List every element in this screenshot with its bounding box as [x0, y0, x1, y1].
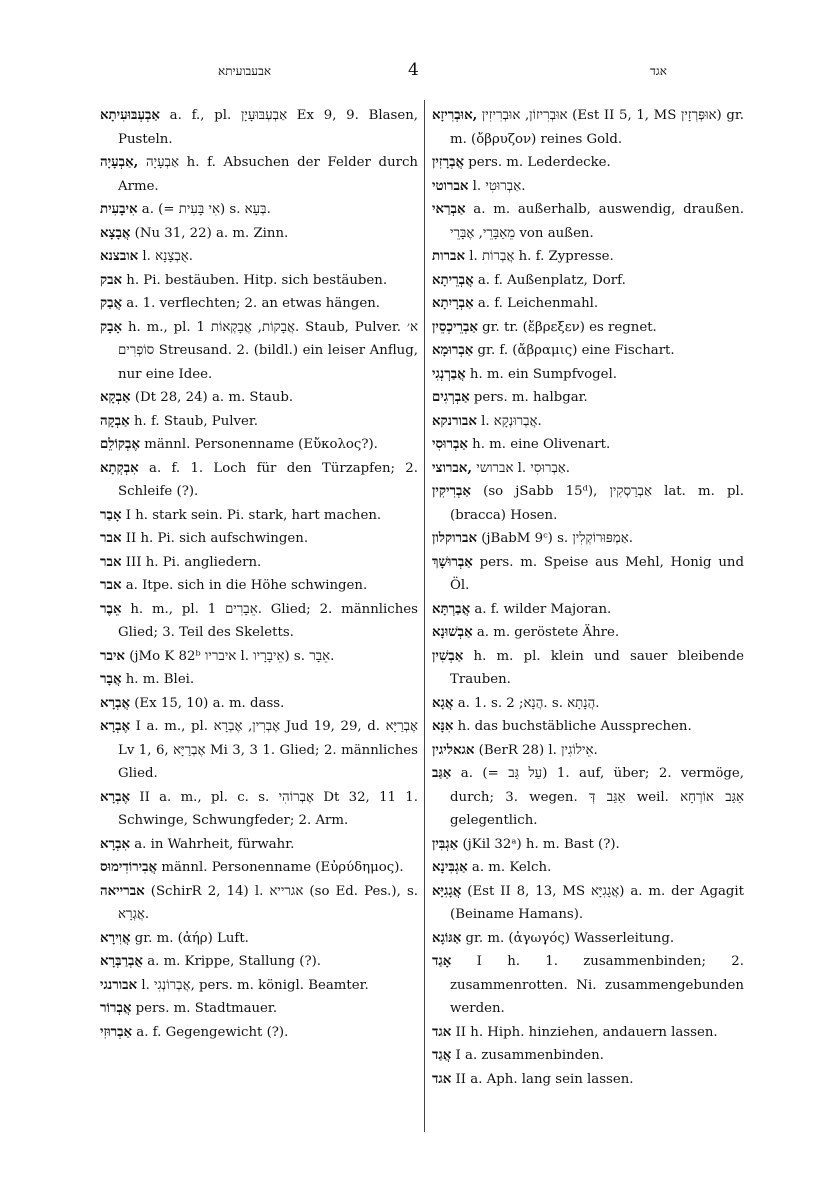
entry-headword: אבר — [100, 578, 122, 593]
entry-definition: I h. 1. zusammenbinden; 2. zusammenrotten. Ni. zusammengebunden werden. — [450, 954, 744, 1016]
entry-definition: (Est II 8, 13, MS אֲגָגִיָּא) a. m. der Agagit (Beiname Hamans). — [450, 883, 744, 922]
dictionary-entry — [100, 880, 418, 927]
entry-headword: אבק — [100, 272, 123, 288]
dictionary-entry — [100, 316, 418, 387]
entry-headword: אֶבְרָא — [100, 789, 131, 805]
entry-headword: אִיבָעִית — [100, 202, 138, 217]
entry-headword: אַבְרִיקִין — [432, 484, 471, 499]
dictionary-entry — [100, 974, 418, 998]
entry-definition: h. m., pl. אֵבָרִים 1. Glied; 2. männliches Glied; 3. Teil des Skeletts. — [118, 601, 418, 640]
entry-headword: איבר — [100, 648, 125, 664]
dictionary-entry — [432, 433, 744, 457]
entry-headword: אַגַּב — [432, 766, 452, 781]
dictionary-entry — [432, 198, 744, 245]
dictionary-entry — [100, 198, 418, 222]
dictionary-entry — [100, 551, 418, 575]
dictionary-entry — [100, 504, 418, 528]
dictionary-entry — [100, 527, 418, 551]
entry-headword: אָגַד — [432, 954, 452, 969]
entry-headword: אִבְרָא — [100, 836, 131, 852]
dictionary-entry — [432, 692, 744, 716]
entry-definition: II h. Hiph. hinziehen, andauern lassen. — [451, 1024, 718, 1040]
dictionary-entry — [432, 1021, 744, 1045]
entry-headword: אֲבָר — [100, 672, 122, 687]
entry-definition: h. m. eine Olivenart. — [467, 437, 611, 452]
entry-headword: אבר — [100, 531, 122, 546]
right-column — [432, 104, 744, 1091]
entry-definition: אוּבְרִיזוֹן, אוּבְרִיזִין (Est II 5, 1, MS אוּפְּרְזָין) gr. m. (ὄβρυζον) reines Gold. — [450, 108, 744, 147]
entry-definition: II h. Pi. sich aufschwingen. — [121, 531, 309, 546]
entry-definition: (jKil 32ᵃ) h. m. Bast (?). — [458, 836, 620, 852]
entry-headword: אָבָק — [100, 319, 123, 335]
entry-definition: I a. m., pl. אֶבְרִין, אֶבְרָא Jud 19, 29, d. אֶבְרַיָּא Lv 1, 6, אֶבְרַיָּא Mi 3, 3 1. Glied; 2. männliches Glied. — [118, 719, 419, 781]
dictionary-entry — [432, 363, 744, 387]
entry-definition: אברושי l. אַבְרוּסִי. — [471, 460, 570, 476]
entry-headword: אַבְקָה — [100, 413, 130, 429]
entry-headword: אגד — [432, 1024, 452, 1040]
dictionary-entry — [432, 151, 744, 175]
entry-definition: l. אֲבְרוֹנְגִי, pers. m. königl. Beamter. — [137, 977, 369, 993]
column-divider — [424, 100, 425, 1132]
dictionary-entry — [100, 292, 418, 316]
dictionary-entry — [432, 950, 744, 1021]
entry-definition: a. f. wilder Majoran. — [470, 601, 612, 617]
entry-headword: אִבְקְתָא — [100, 460, 139, 476]
dictionary-entry — [100, 856, 418, 880]
entry-definition: (SchirR 2, 14) l. אגרייא (so Ed. Pes.), s. אֲגְרָא. — [118, 883, 418, 922]
dictionary-entry — [432, 245, 744, 269]
entry-headword: אֲבְרָזִין — [432, 155, 465, 170]
entry-definition: h. m. ein Sumpfvogel. — [465, 366, 617, 382]
entry-definition: a. f. Außenplatz, Dorf. — [473, 272, 626, 288]
entry-headword: אֶבְקוֹלֵם — [100, 437, 140, 452]
entry-headword: אברוצי, — [432, 460, 472, 476]
entry-definition: a. f. Leichenmahl. — [473, 296, 599, 311]
entry-definition: a. 1. s. הֲנָא; 2. s. הֲנָתָא. — [453, 695, 600, 711]
entry-definition: l. אַבְרוּטִי. — [468, 178, 526, 194]
entry-headword: אַבְעָיָה, — [100, 155, 139, 170]
entry-definition: a. m. Krippe, Stallung (?). — [142, 954, 322, 969]
entry-headword: אַבְעְבּוּעִיתָא — [100, 108, 160, 123]
entry-headword: אֲבַרְתָּא — [432, 601, 471, 617]
entry-definition: a. (= עַל גַּב) 1. auf, über; 2. vermöge, durch; 3. wegen. אַגַּב דְּ weil. אַגַּב אוֹרְחָא gelegentlich. — [450, 766, 745, 828]
entry-definition: (jMo K 82ᵇ איבריו l. אֵיבָרָיו) s. אֵבָר. — [124, 648, 335, 664]
dictionary-entry — [432, 856, 744, 880]
dictionary-entry — [432, 1068, 744, 1092]
entry-headword: אַבְרוּשָׁךְ — [432, 554, 473, 570]
entry-headword: אֲבָצָא — [100, 225, 131, 241]
entry-definition: h. das buchstäbliche Aussprechen. — [453, 719, 692, 734]
dictionary-entry — [432, 927, 744, 951]
entry-definition: I a. zusammenbinden. — [451, 1048, 604, 1063]
entry-definition: gr. m. (ἀήρ) Luft. — [130, 930, 249, 946]
entry-definition: II a. m., pl. c. s. אֶבְרוֹהִי Dt 32, 11 1. Schwinge, Schwungfeder; 2. Arm. — [118, 789, 418, 828]
entry-definition: I h. stark sein. Pi. stark, hart machen. — [121, 507, 382, 523]
entry-headword: אברייאה — [100, 883, 145, 899]
dictionary-entry — [100, 927, 418, 951]
entry-headword: אבר — [100, 554, 122, 570]
dictionary-entry — [100, 433, 418, 457]
entry-definition: l. אֲבְרוֹת h. f. Zypresse. — [465, 249, 614, 264]
entry-headword: אֲבִירוֹדִימוּס — [100, 860, 158, 875]
dictionary-entry — [432, 316, 744, 340]
left-running-head: אבעבועיתא — [218, 64, 272, 78]
entry-headword: אברוקלון — [432, 531, 478, 546]
entry-definition: a. m. geröstete Ähre. — [472, 625, 620, 640]
entry-definition: h. m. pl. klein und sauer bleibende Trauben. — [450, 648, 744, 687]
entry-headword: אברוטי — [432, 178, 469, 194]
dictionary-entry — [432, 551, 744, 598]
entry-headword: אֲבְרָא — [100, 695, 131, 711]
entry-definition: a. f. Gegengewicht (?). — [132, 1024, 289, 1040]
entry-definition: a. f. 1. Loch für den Türzapfen; 2. Schleife (?). — [118, 460, 418, 499]
entry-definition: (jBabM 9ᶜ) s. אַמְפּוּרוֹקְלִין. — [477, 531, 633, 546]
entry-definition: (so jSabb 15ᵈ), אַבְרַסְקִין lat. m. pl. (bracca) Hosen. — [450, 484, 744, 523]
dictionary-entry — [100, 410, 418, 434]
entry-headword: אֶבְרָא — [100, 719, 131, 734]
entry-headword: אבורנגי — [100, 977, 138, 993]
dictionary-entry — [100, 386, 418, 410]
entry-headword: אֲבְרֵיתָא — [432, 272, 474, 288]
entry-definition: (BerR 28) l. אֵילוֹגִין. — [474, 742, 598, 758]
entry-headword: אֲגַד — [432, 1048, 452, 1063]
dictionary-entry — [100, 1021, 418, 1045]
dictionary-entry — [432, 880, 744, 927]
entry-headword: אָבַר — [100, 507, 122, 523]
dictionary-entry — [432, 621, 744, 645]
entry-definition: a. m. außerhalb, auswendig, draußen. מֵאַבָּרֵי, אֶבָּרֵי von außen. — [450, 202, 744, 241]
entry-definition: pers. m. Stadtmauer. — [131, 1001, 278, 1016]
dictionary-entry — [432, 339, 744, 363]
dictionary-entry — [432, 1044, 744, 1068]
dictionary-entry — [432, 598, 744, 622]
dictionary-entry — [432, 292, 744, 316]
entry-headword: אַבְרוּמָא — [432, 343, 474, 358]
entry-headword: אֲוִירָא — [100, 930, 131, 946]
entry-headword: אַבְקָא — [100, 390, 131, 405]
dictionary-entry — [432, 175, 744, 199]
entry-headword: אגד — [432, 1071, 452, 1087]
entry-definition: h. m. Blei. — [121, 672, 195, 687]
dictionary-entry — [100, 786, 418, 833]
entry-headword: אֻבְרַבְּרָא — [100, 954, 143, 969]
entry-headword: אֲבַק — [100, 296, 123, 311]
dictionary-entry — [432, 480, 744, 527]
dictionary-entry — [432, 386, 744, 410]
entry-definition: II a. Aph. lang sein lassen. — [451, 1071, 634, 1087]
dictionary-entry — [432, 104, 744, 151]
entry-headword: אבורנקא — [432, 413, 477, 429]
entry-definition: אַבְעָיָה h. f. Absuchen der Felder durch Arme. — [118, 155, 418, 194]
entry-headword: אֲבַרְנְגִי — [432, 366, 466, 382]
page-number: 4 — [408, 60, 419, 80]
entry-headword: אַבְרֵיכְסֵין — [432, 319, 478, 335]
dictionary-entry — [100, 598, 418, 645]
entry-definition: a. f., pl. אַבְעְבּוּעָיָן Ex 9, 9. Blasen, Pusteln. — [118, 108, 419, 147]
dictionary-entry — [100, 668, 418, 692]
dictionary-entry — [100, 833, 418, 857]
entry-definition: a. (= אִי בָּעִית) s. בְּעָא. — [137, 202, 271, 217]
page-header — [0, 60, 840, 84]
entry-headword: אֲגָגִיָּא — [432, 883, 462, 899]
entry-definition: h. m., pl. אֲבָקוֹת, אֲבָקְאוֹת 1. Staub, Pulver. א׳ סוֹפְרִים Streusand. 2. (bildl.) ein leiser Anflug, nur eine Idee. — [118, 319, 418, 382]
entry-headword: אַבְרוּסִי — [432, 437, 468, 452]
dictionary-entry — [100, 151, 418, 198]
entry-headword: אַבְרוּזִי — [100, 1024, 133, 1040]
dictionary-entry — [432, 739, 744, 763]
dictionary-entry — [432, 762, 744, 833]
entry-headword: אַגְבִּין — [432, 836, 459, 852]
entry-definition: a. Itpe. sich in die Höhe schwingen. — [121, 578, 368, 593]
dictionary-entry — [100, 222, 418, 246]
dictionary-entry — [432, 715, 744, 739]
dictionary-entry — [100, 997, 418, 1021]
entry-headword: אַגְבִּינָא — [432, 860, 468, 875]
entry-definition: pers. m. halbgar. — [469, 390, 588, 405]
dictionary-entry — [100, 692, 418, 716]
entry-definition: III h. Pi. angliedern. — [121, 554, 262, 570]
left-column — [100, 104, 418, 1044]
entry-headword: אֵבֶר — [100, 601, 122, 617]
dictionary-entry — [100, 457, 418, 504]
entry-headword: אַבְשִׁין — [432, 648, 464, 664]
entry-definition: a. m. Kelch. — [467, 860, 552, 875]
entry-definition: l. אֻבְצָנָא. — [138, 249, 194, 264]
dictionary-entry — [432, 269, 744, 293]
entry-definition: männl. Personenname (Εὐρύδημος). — [157, 860, 404, 875]
dictionary-entry — [432, 457, 744, 481]
entry-headword: אַגּוֹגָא — [432, 930, 462, 946]
entry-headword: אברות — [432, 249, 465, 264]
entry-headword: אובצנא — [100, 249, 139, 264]
dictionary-entry — [100, 645, 418, 669]
entry-definition: (Dt 28, 24) a. m. Staub. — [130, 390, 294, 405]
entry-headword: אַבְרָיִתָא — [432, 296, 474, 311]
entry-headword: אֲבְרוֹר — [100, 1001, 132, 1016]
dictionary-entry — [432, 833, 744, 857]
entry-headword: אגאליגין — [432, 742, 475, 758]
entry-definition: pers. m. Lederdecke. — [464, 155, 611, 170]
entry-definition: männl. Personenname (Εὔκολος?). — [139, 437, 378, 452]
entry-definition: l. אֲבְרוּנְקָא. — [476, 413, 542, 429]
entry-headword: אֲגָא — [432, 695, 454, 711]
entry-headword: אִנָּא — [432, 719, 454, 734]
dictionary-entry — [100, 104, 418, 151]
entry-headword: אַבְשׁוּנָא — [432, 625, 473, 640]
dictionary-entry — [432, 527, 744, 551]
entry-definition: (Nu 31, 22) a. m. Zinn. — [130, 225, 289, 241]
dictionary-entry — [100, 715, 418, 786]
dictionary-entry — [100, 245, 418, 269]
entry-definition: h. f. Staub, Pulver. — [129, 413, 259, 429]
dictionary-entry — [100, 950, 418, 974]
entry-headword: אַבְרַאי — [432, 202, 466, 217]
dictionary-entry — [100, 574, 418, 598]
entry-headword: אוּבְרִיזָא, — [432, 108, 478, 123]
entry-definition: gr. f. (ἄβραμις) eine Fischart. — [473, 343, 675, 358]
entry-definition: gr. tr. (ἔβρεξεν) es regnet. — [477, 319, 657, 335]
entry-definition: (Ex 15, 10) a. m. dass. — [130, 695, 285, 711]
right-running-head: אגד — [650, 64, 667, 78]
entry-definition: pers. m. Speise aus Mehl, Honig und Öl. — [450, 554, 744, 593]
dictionary-entry — [100, 269, 418, 293]
entry-definition: a. in Wahrheit, fürwahr. — [130, 836, 295, 852]
dictionary-entry — [432, 645, 744, 692]
entry-definition: a. 1. verflechten; 2. an etwas hängen. — [122, 296, 380, 311]
dictionary-entry — [432, 410, 744, 434]
entry-definition: gr. m. (ἀγωγός) Wasserleitung. — [461, 930, 675, 946]
entry-headword: אַבְרְגִים — [432, 390, 470, 405]
entry-definition: h. Pi. bestäuben. Hitp. sich bestäuben. — [122, 272, 388, 288]
